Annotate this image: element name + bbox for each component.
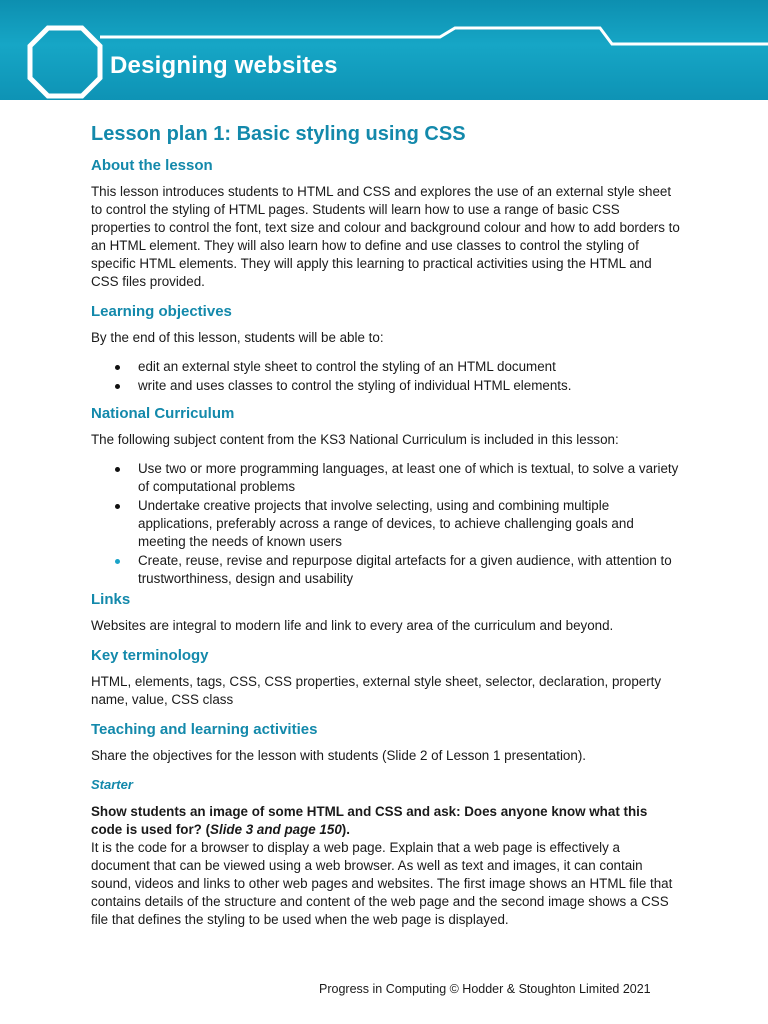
- document-body: [91, 120, 681, 940]
- objectives-list: [91, 358, 681, 395]
- links-heading: Links: [91, 591, 131, 608]
- lesson-title: Lesson plan 1: Basic styling using CSS: [91, 123, 466, 145]
- list-item: Create, reuse, revise and repurpose digital artefacts for a given audience, with attention to trustworthiness, design and usability: [138, 552, 681, 588]
- curriculum-heading: National Curriculum: [91, 405, 235, 422]
- list-item: edit an external style sheet to control the styling of an HTML document: [138, 358, 681, 376]
- banner-decoration: [0, 0, 768, 100]
- header-banner: [0, 0, 768, 100]
- curriculum-list: [91, 460, 681, 588]
- links-text: Websites are integral to modern life and link to every area of the curriculum and beyond.: [91, 618, 614, 633]
- octagon-logo-icon: [30, 28, 100, 96]
- question-lead: Show students an image of some HTML and CSS and ask: Does anyone know what this code is used for? (: [91, 804, 648, 837]
- list-item: write and uses classes to control the styling of individual HTML elements.: [138, 377, 681, 395]
- curriculum-intro: The following subject content from the KS3 National Curriculum is included in this lesson:: [91, 432, 619, 447]
- objectives-intro: By the end of this lesson, students will be able to:: [91, 330, 384, 345]
- question-tail: ).: [341, 822, 350, 837]
- terminology-heading: Key terminology: [91, 647, 209, 664]
- list-item: Use two or more programming languages, at least one of which is textual, to solve a variety of computational problems: [138, 460, 681, 496]
- question-ref: Slide 3 and page 150: [210, 822, 342, 837]
- about-heading: About the lesson: [91, 157, 213, 174]
- objectives-heading: Learning objectives: [91, 303, 232, 320]
- terminology-text: HTML, elements, tags, CSS, CSS properties, external style sheet, selector, declaration, property name, value, CSS class: [91, 674, 662, 707]
- starter-explanation: It is the code for a browser to display a web page. Explain that a web page is effectively a document that can be viewed using a web browser. As well as text and images, it can contain sound, videos and links to other web pages and websites. The first image shows an HTML file that contains details of the structure and content of the web page and the second image shows a CSS file that defines the styling to be used when the web page is displayed.: [91, 840, 673, 927]
- teaching-text: Share the objectives for the lesson with students (Slide 2 of Lesson 1 presentation).: [91, 748, 586, 763]
- starter-question: [91, 803, 681, 839]
- banner-title: Designing websites: [110, 52, 338, 79]
- list-item: Undertake creative projects that involve selecting, using and combining multiple applications, preferably across a range of devices, to achieve challenging goals and meeting the needs of known users: [138, 497, 681, 551]
- about-text: This lesson introduces students to HTML and CSS and explores the use of an external style sheet to control the styling of HTML pages. Students will learn how to use a range of basic CSS properties to control the font, text size and colour and background colour and how to add borders to an HTML element. They will also learn how to define and use classes to control the styling of specific HTML elements. They will apply this learning to practical activities using the HTML and CSS files provided.: [91, 184, 680, 289]
- starter-label: Starter: [91, 777, 133, 792]
- teaching-heading: Teaching and learning activities: [91, 721, 318, 738]
- footer-copyright: Progress in Computing © Hodder & Stoughton Limited 2021: [319, 982, 651, 996]
